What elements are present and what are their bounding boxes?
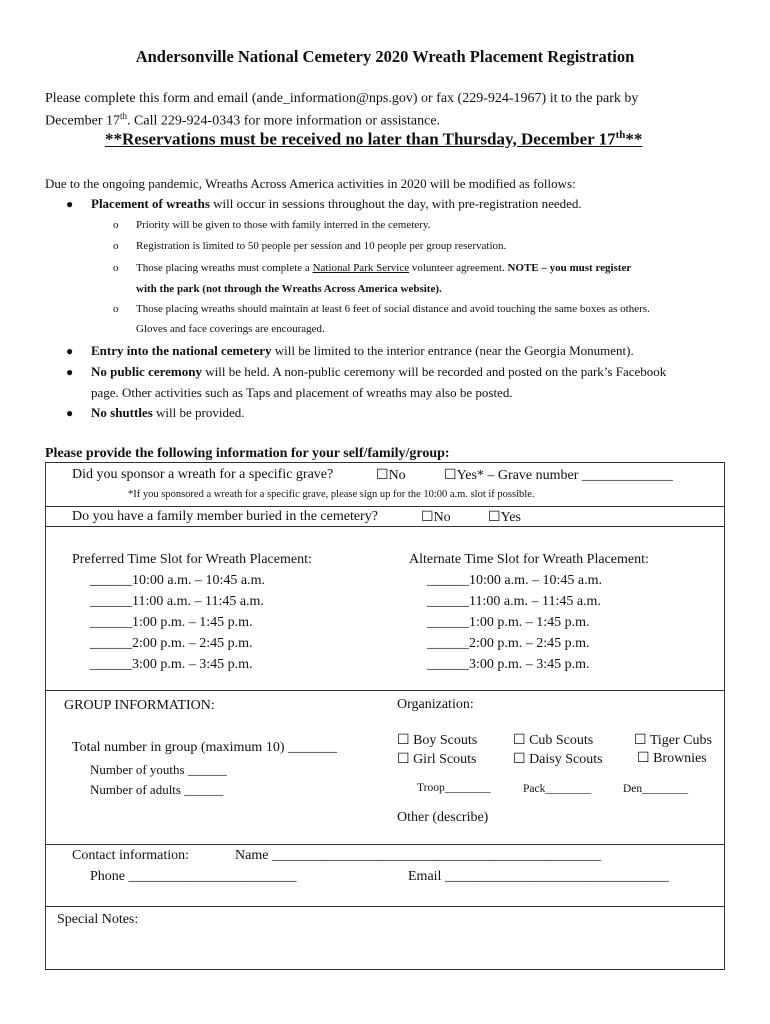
checkbox-icon[interactable]: ☐ xyxy=(634,733,647,748)
number-of-adults-field[interactable]: Number of adults ______ xyxy=(90,782,224,797)
bullet-ceremony-line-2: page. Other activities such as Taps and placement of wreaths may also be posted. xyxy=(91,385,513,400)
sub-bullet-icon: o xyxy=(113,219,119,231)
den-field[interactable]: Den________ xyxy=(623,783,689,795)
brownies-option[interactable]: ☐ Brownies xyxy=(637,751,707,766)
form-left-border xyxy=(45,462,46,970)
bullet-wreath-placement: Placement of wreaths will occur in sessions throughout the day, with pre-registration needed. xyxy=(91,196,582,211)
total-in-group-field[interactable]: Total number in group (maximum 10) _______ xyxy=(72,740,337,755)
phone-field[interactable]: Phone ________________________ xyxy=(90,869,297,884)
preferred-slot-label: Preferred Time Slot for Wreath Placement: xyxy=(72,552,312,567)
bullet-dot-icon: ● xyxy=(66,406,74,420)
sub-bullet-agreement-note: with the park (not through the Wreaths Across America website). xyxy=(136,283,442,295)
alternate-slot-4[interactable]: ______2:00 p.m. – 2:45 p.m. xyxy=(427,636,590,651)
sponsor-question: Did you sponsor a wreath for a specific grave? xyxy=(72,467,334,482)
troop-field[interactable]: Troop________ xyxy=(417,782,491,794)
group-info-label: GROUP INFORMATION: xyxy=(64,698,215,713)
form-top-border xyxy=(45,462,725,463)
tiger-cubs-option[interactable]: ☐ Tiger Cubs xyxy=(634,733,712,748)
bullet-dot-icon: ● xyxy=(66,197,74,211)
sponsor-note: *If you sponsored a wreath for a specific grave, please sign up for the 10:00 a.m. slot if possible. xyxy=(128,489,535,500)
girl-scouts-option[interactable]: ☐ Girl Scouts xyxy=(397,752,477,767)
sponsor-yes-option[interactable]: ☐Yes* – Grave number _____________ xyxy=(444,468,673,483)
page-title: Andersonville National Cemetery 2020 Wreath Placement Registration xyxy=(135,47,635,66)
row-divider xyxy=(45,506,725,507)
bullet-dot-icon: ● xyxy=(66,365,74,379)
sub-bullet-distance: Those placing wreaths should maintain at least 6 feet of social distance and avoid touching the same boxes as others. xyxy=(136,303,650,315)
sub-bullet-icon: o xyxy=(113,303,119,315)
sub-bullet-gloves: Gloves and face coverings are encouraged. xyxy=(136,323,325,335)
deadline-notice: **Reservations must be received no later than Thursday, December 17th** xyxy=(105,129,643,149)
intro-line-2: December 17th. Call 229-924-0343 for more information or assistance. xyxy=(45,111,441,129)
section-heading: Please provide the following information for your self/family/group: xyxy=(45,446,450,461)
checkbox-icon[interactable]: ☐ xyxy=(444,468,457,483)
bullet-shuttles: No shuttles will be provided. xyxy=(91,405,245,420)
preferred-slot-1[interactable]: ______10:00 a.m. – 10:45 a.m. xyxy=(90,573,265,588)
checkbox-icon[interactable]: ☐ xyxy=(513,733,526,748)
row-divider xyxy=(45,690,725,691)
special-notes-field[interactable]: Special Notes: xyxy=(57,912,139,927)
email-field[interactable]: Email ________________________________ xyxy=(408,869,669,884)
checkbox-icon[interactable]: ☐ xyxy=(488,510,501,525)
checkbox-icon[interactable]: ☐ xyxy=(637,751,650,766)
boy-scouts-option[interactable]: ☐ Boy Scouts xyxy=(397,733,478,748)
alternate-slot-5[interactable]: ______3:00 p.m. – 3:45 p.m. xyxy=(427,657,590,672)
bullet-ceremony: No public ceremony will be held. A non-public ceremony will be recorded and posted on the park’s Facebook xyxy=(91,364,667,379)
form-right-border xyxy=(724,462,725,970)
alternate-slot-label: Alternate Time Slot for Wreath Placement: xyxy=(409,552,649,567)
sub-bullet-priority: Priority will be given to those with family interred in the cemetery. xyxy=(136,219,431,231)
preferred-slot-2[interactable]: ______11:00 a.m. – 11:45 a.m. xyxy=(90,594,264,609)
checkbox-icon[interactable]: ☐ xyxy=(397,733,410,748)
name-field[interactable]: Name _______________________________________________ xyxy=(235,848,601,863)
preferred-slot-4[interactable]: ______2:00 p.m. – 2:45 p.m. xyxy=(90,636,253,651)
daisy-scouts-option[interactable]: ☐ Daisy Scouts xyxy=(513,752,603,767)
other-describe-field[interactable]: Other (describe) xyxy=(397,810,489,825)
pandemic-intro: Due to the ongoing pandemic, Wreaths Across America activities in 2020 will be modified as follows: xyxy=(45,176,576,191)
alternate-slot-1[interactable]: ______10:00 a.m. – 10:45 a.m. xyxy=(427,573,602,588)
preferred-slot-5[interactable]: ______3:00 p.m. – 3:45 p.m. xyxy=(90,657,253,672)
checkbox-icon[interactable]: ☐ xyxy=(421,510,434,525)
family-yes-option[interactable]: ☐Yes xyxy=(488,510,521,525)
cub-scouts-option[interactable]: ☐ Cub Scouts xyxy=(513,733,594,748)
checkbox-icon[interactable]: ☐ xyxy=(513,752,526,767)
form-bottom-border xyxy=(45,969,725,970)
intro-line-1: Please complete this form and email (ande_information@nps.gov) or fax (229-924-1967) it to the park by xyxy=(45,91,639,106)
row-divider xyxy=(45,844,725,845)
sub-bullet-icon: o xyxy=(113,240,119,252)
number-of-youths-field[interactable]: Number of youths ______ xyxy=(90,762,227,777)
sub-bullet-icon: o xyxy=(113,262,119,274)
checkbox-icon[interactable]: ☐ xyxy=(376,468,389,483)
organization-label: Organization: xyxy=(397,697,474,712)
nps-link[interactable]: National Park Service xyxy=(312,262,410,274)
checkbox-icon[interactable]: ☐ xyxy=(397,752,410,767)
row-divider xyxy=(45,906,725,907)
family-no-option[interactable]: ☐No xyxy=(421,510,451,525)
family-question: Do you have a family member buried in the cemetery? xyxy=(72,509,378,524)
preferred-slot-3[interactable]: ______1:00 p.m. – 1:45 p.m. xyxy=(90,615,253,630)
bullet-entry: Entry into the national cemetery will be limited to the interior entrance (near the Georgia Monument). xyxy=(91,343,634,358)
sub-bullet-limit: Registration is limited to 50 people per session and 10 people per group reservation. xyxy=(136,240,507,252)
bullet-dot-icon: ● xyxy=(66,344,74,358)
contact-label: Contact information: xyxy=(72,848,190,863)
sub-bullet-agreement: Those placing wreaths must complete a National Park Service volunteer agreement. NOTE – you must register xyxy=(136,262,632,274)
pack-field[interactable]: Pack________ xyxy=(523,783,592,795)
alternate-slot-3[interactable]: ______1:00 p.m. – 1:45 p.m. xyxy=(427,615,590,630)
alternate-slot-2[interactable]: ______11:00 a.m. – 11:45 a.m. xyxy=(427,594,601,609)
sponsor-no-option[interactable]: ☐No xyxy=(376,468,406,483)
row-divider xyxy=(45,526,725,527)
